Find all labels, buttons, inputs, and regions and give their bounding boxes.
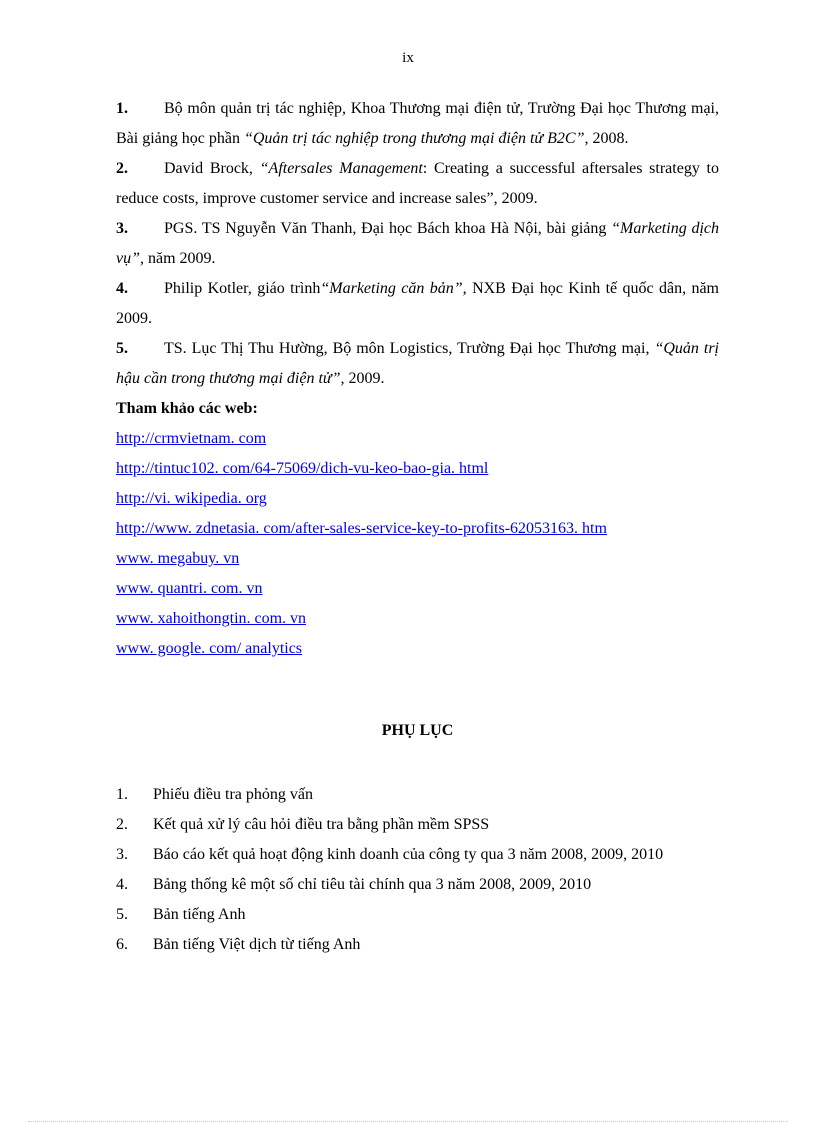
web-link[interactable]: http://crmvietnam. com — [116, 430, 267, 447]
web-link[interactable]: http://www. zdnetasia. com/after-sales-service-key-to-profits-62053163. htm — [116, 520, 607, 537]
reference-number: 1. — [116, 100, 128, 117]
page-number: ix — [402, 50, 414, 66]
reference-title: “Quản trị tác nghiệp trong thương mại điện tử B2C” — [243, 130, 585, 147]
reference-number: 5. — [116, 340, 128, 357]
appendix-number: 3. — [116, 846, 128, 863]
appendix-text: Bản tiếng Anh — [153, 906, 246, 923]
appendix-number: 1. — [116, 786, 128, 803]
reference-text: năm 2009. — [144, 250, 216, 267]
reference-text: : Creating a successful aftersales strategy to reduce costs, improve customer service and increase sales”, 2009. — [116, 160, 719, 207]
reference-title: “Marketing dịch vụ”, — [116, 220, 719, 267]
appendix-item — [116, 840, 719, 870]
appendix-text: Báo cáo kết quả hoạt động kinh doanh của công ty qua 3 năm 2008, 2009, 2010 — [153, 846, 664, 863]
appendix-list — [116, 780, 719, 960]
appendix-text: Kết quả xử lý câu hỏi điều tra bằng phần mềm SPSS — [153, 816, 490, 833]
web-links-list — [116, 424, 719, 664]
reference-number: 2. — [116, 160, 128, 177]
appendix-number: 6. — [116, 936, 128, 953]
appendix-number: 4. — [116, 876, 128, 893]
reference-title: “Marketing căn bản”, — [320, 280, 467, 297]
reference-item — [116, 334, 719, 394]
appendix-number: 2. — [116, 816, 128, 833]
appendix-text: Bản tiếng Việt dịch từ tiếng Anh — [153, 936, 361, 953]
web-link[interactable]: www. google. com/ analytics — [116, 640, 303, 657]
reference-text: NXB Đại học Kinh tế quốc dân, năm 2009. — [116, 280, 720, 327]
document-body — [116, 94, 719, 960]
appendix-title: PHỤ LỤC — [381, 722, 454, 739]
reference-item — [116, 214, 719, 274]
references-list — [116, 94, 719, 394]
appendix-text: Bảng thống kê một số chỉ tiêu tài chính qua 3 năm 2008, 2009, 2010 — [153, 876, 592, 893]
appendix-item — [116, 930, 719, 960]
reference-text: David Brock, — [164, 160, 260, 177]
appendix-text: Phiếu điều tra phỏng vấn — [153, 786, 313, 803]
appendix-number: 5. — [116, 906, 128, 923]
appendix-item — [116, 810, 719, 840]
web-references-heading: Tham khảo các web: — [116, 400, 258, 417]
web-link[interactable]: www. quantri. com. vn — [116, 580, 263, 597]
reference-item — [116, 154, 719, 214]
appendix-item — [116, 780, 719, 810]
reference-text: PGS. TS Nguyễn Văn Thanh, Đại học Bách khoa Hà Nội, bài giảng — [164, 220, 612, 237]
web-link[interactable]: www. xahoithongtin. com. vn — [116, 610, 307, 627]
reference-item — [116, 94, 719, 154]
reference-number: 3. — [116, 220, 128, 237]
reference-title: “Quản trị hậu cần trong thương mại điện tử”, — [116, 340, 719, 387]
reference-text: TS. Lục Thị Thu Hường, Bộ môn Logistics, Trường Đại học Thương mại, — [164, 340, 655, 357]
reference-text: , 2008. — [584, 130, 629, 147]
reference-item — [116, 274, 719, 334]
reference-text: 2009. — [344, 370, 385, 387]
reference-number: 4. — [116, 280, 128, 297]
reference-title: “Aftersales Management — [259, 160, 423, 177]
reference-text: Bộ môn quản trị tác nghiệp, Khoa Thương mại điện tử, Trường Đại học Thương mại, Bài giảng học phần — [116, 100, 719, 147]
appendix-item — [116, 870, 719, 900]
web-link[interactable]: http://tintuc102. com/64-75069/dich-vu-keo-bao-gia. html — [116, 460, 489, 477]
reference-text: Philip Kotler, giáo trình — [164, 280, 321, 297]
appendix-item — [116, 900, 719, 930]
web-link[interactable]: www. megabuy. vn — [116, 550, 240, 567]
web-link[interactable]: http://vi. wikipedia. org — [116, 490, 267, 507]
page-bottom-divider — [28, 1121, 788, 1122]
